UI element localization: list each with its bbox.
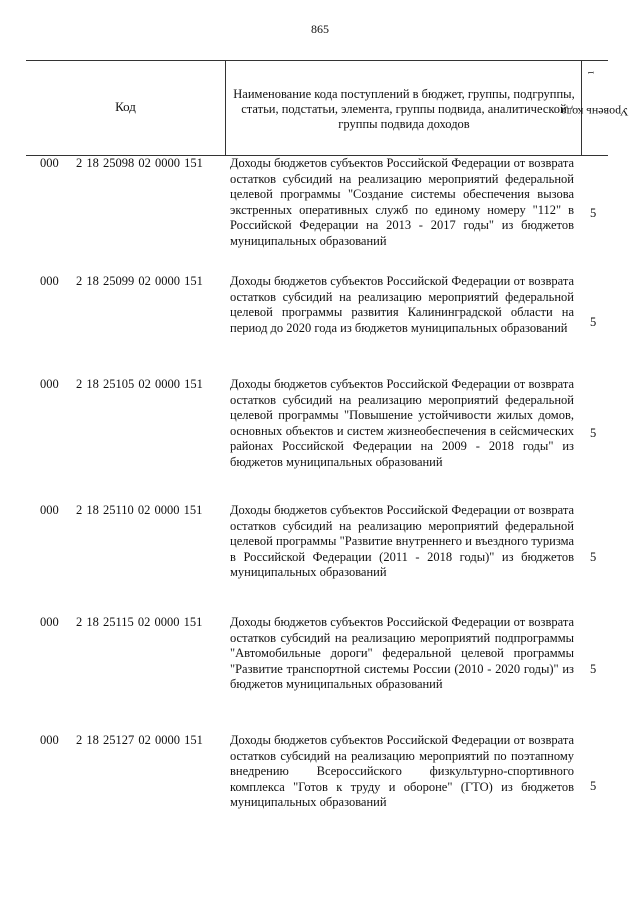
header-level <box>561 61 629 155</box>
table-row <box>0 503 640 615</box>
row-prefix: 000 <box>40 156 59 170</box>
row-description: Доходы бюджетов субъектов Российской Федерации от возврата остатков субсидий на реализацию мероприятий федеральной целевой программы "Создание системы обеспечения вызова экстренных оперативных служб по единому номеру "112" в Российской Федерации на 2013 - 2017 годы" из бюджетов муниципальных образований <box>230 156 574 248</box>
table-row <box>0 274 640 377</box>
row-code: 2 18 25127 02 0000 151 <box>76 733 203 747</box>
row-code: 2 18 25098 02 0000 151 <box>76 156 203 170</box>
row-code: 2 18 25099 02 0000 151 <box>76 274 203 288</box>
row-level: 5 <box>590 315 597 329</box>
table-row <box>0 615 640 733</box>
row-prefix: 000 <box>40 615 59 629</box>
table-header <box>26 60 629 156</box>
row-description: Доходы бюджетов субъектов Российской Федерации от возврата остатков субсидий на реализацию мероприятий федеральной целевой программы развития Калининградской области на период до 2020 года из бюджетов муниципальных образований <box>230 274 574 335</box>
column-divider <box>225 61 226 155</box>
page-number: 865 <box>311 22 329 36</box>
row-level: 5 <box>590 779 597 793</box>
header-level-footnote: 1 <box>586 70 596 75</box>
row-prefix: 000 <box>40 274 59 288</box>
table-row <box>0 156 640 274</box>
row-code: 2 18 25115 02 0000 151 <box>76 615 203 629</box>
row-description: Доходы бюджетов субъектов Российской Федерации от возврата остатков субсидий на реализацию мероприятий федеральной целевой программы "Развитие внутреннего и въездного туризма в Российской Федерации (2011 - 2018 годы)" из бюджетов муниципальных образований <box>230 503 574 580</box>
header-name: Наименование кода поступлений в бюджет, группы, подгруппы, статьи, подстатьи, элемента, группы подвида, аналитической группы подвида доходов <box>233 87 575 131</box>
row-prefix: 000 <box>40 503 59 517</box>
row-description: Доходы бюджетов субъектов Российской Федерации от возврата остатков субсидий на реализацию мероприятий подпрограммы "Автомобильные дороги" федеральной целевой программы "Развитие транспортной системы России (2010 - 2020 годы)" из бюджетов муниципальных образований <box>230 615 574 692</box>
row-description: Доходы бюджетов субъектов Российской Федерации от возврата остатков субсидий на реализацию мероприятий по поэтапному внедрению Всероссийского физкультурно-спортивного комплекса "Готов к труду и обороне" (ГТО) из бюджетов муниципальных образований <box>230 733 574 810</box>
row-code: 2 18 25105 02 0000 151 <box>76 377 203 391</box>
row-description: Доходы бюджетов субъектов Российской Федерации от возврата остатков субсидий на реализацию мероприятий федеральной целевой программы "Повышение устойчивости жилых домов, основных объектов и систем жизнеобеспечения в сейсмических районах Российской Федерации на 2009 - 2018 годы" из бюджетов муниципальных образований <box>230 377 574 469</box>
row-level: 5 <box>590 662 597 676</box>
table-body <box>0 156 640 843</box>
row-level: 5 <box>590 206 597 220</box>
row-code: 2 18 25110 02 0000 151 <box>76 503 203 517</box>
row-level: 5 <box>590 426 597 440</box>
header-code: Код <box>115 99 136 114</box>
header-level-label: Уровень кода <box>561 105 629 119</box>
row-level: 5 <box>590 550 597 564</box>
table-row <box>0 733 640 843</box>
table-row <box>0 377 640 503</box>
row-prefix: 000 <box>40 377 59 391</box>
row-prefix: 000 <box>40 733 59 747</box>
